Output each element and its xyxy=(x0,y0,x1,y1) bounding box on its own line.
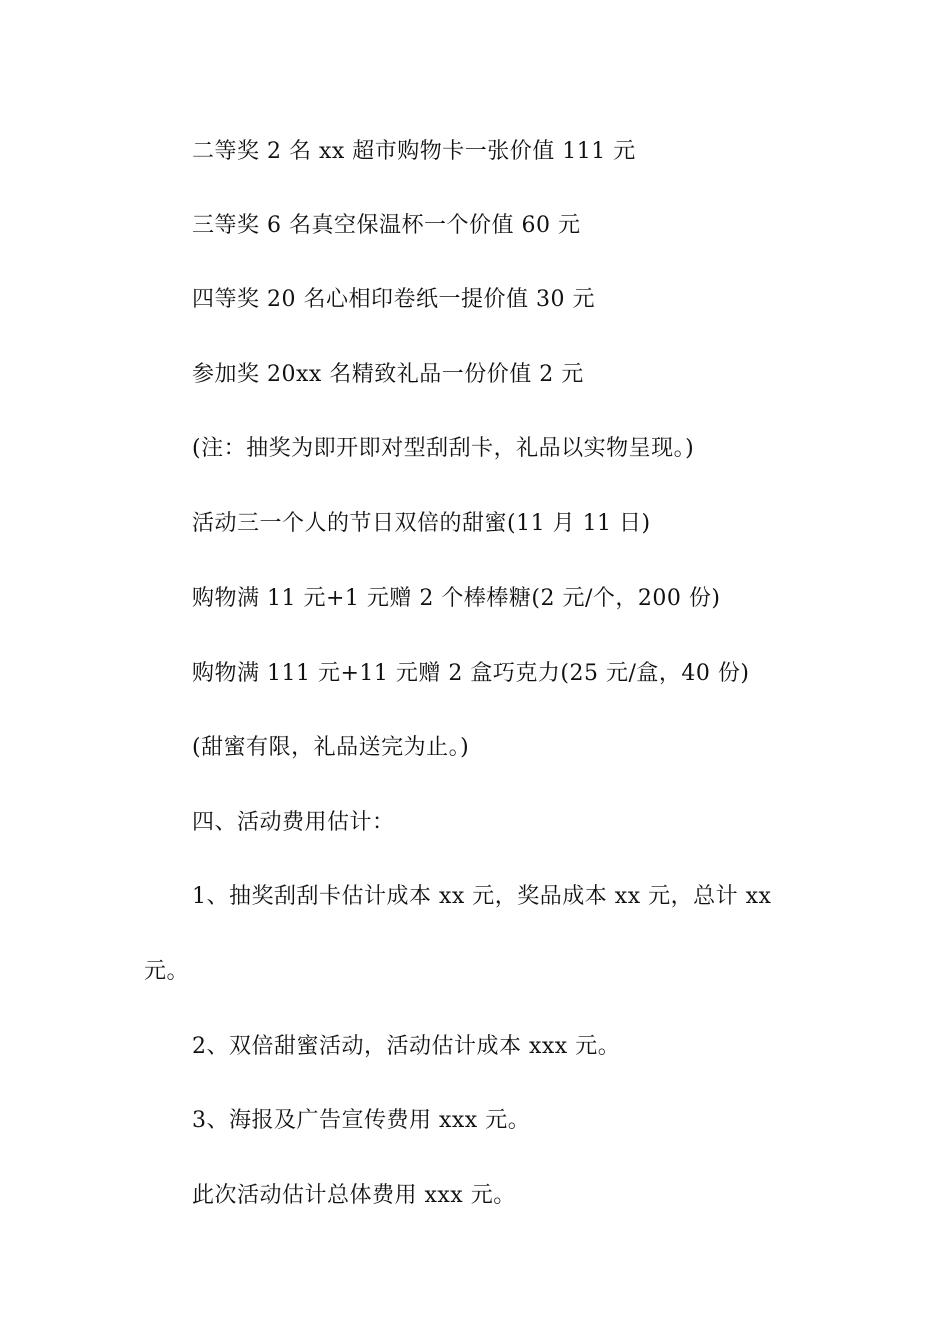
text-line-cost-item-1: 1、抽奖刮刮卡估计成本 xx 元，奖品成本 xx 元，总计 xx xyxy=(192,884,772,909)
text-line-lollipop-offer: 购物满 11 元+1 元赠 2 个棒棒糖(2 元/个，200 份) xyxy=(192,586,721,611)
text-line-third-prize: 三等奖 6 名真空保温杯一个价值 60 元 xyxy=(192,213,581,238)
text-line-activity-three: 活动三一个人的节日双倍的甜蜜(11 月 11 日) xyxy=(192,511,651,536)
text-line-chocolate-offer: 购物满 111 元+11 元赠 2 盒巧克力(25 元/盒，40 份) xyxy=(192,661,750,686)
text-line-second-prize: 二等奖 2 名 xx 超市购物卡一张价值 111 元 xyxy=(192,139,636,164)
text-line-cost-item-2: 2、双倍甜蜜活动，活动估计成本 xxx 元。 xyxy=(192,1034,621,1059)
section-heading-cost-estimate: 四、活动费用估计： xyxy=(192,810,395,835)
text-line-cost-item-1-continued: 元。 xyxy=(144,959,190,984)
text-line-total-cost: 此次活动估计总体费用 xxx 元。 xyxy=(192,1183,516,1208)
text-line-fourth-prize: 四等奖 20 名心相印卷纸一提价值 30 元 xyxy=(192,287,595,312)
text-line-cost-item-3: 3、海报及广告宣传费用 xxx 元。 xyxy=(192,1108,531,1133)
text-line-lottery-note: (注：抽奖为即开即对型刮刮卡，礼品以实物呈现。) xyxy=(192,436,695,461)
text-line-sweet-note: (甜蜜有限，礼品送完为止。) xyxy=(192,735,470,760)
text-line-participation-prize: 参加奖 20xx 名精致礼品一份价值 2 元 xyxy=(192,362,584,387)
